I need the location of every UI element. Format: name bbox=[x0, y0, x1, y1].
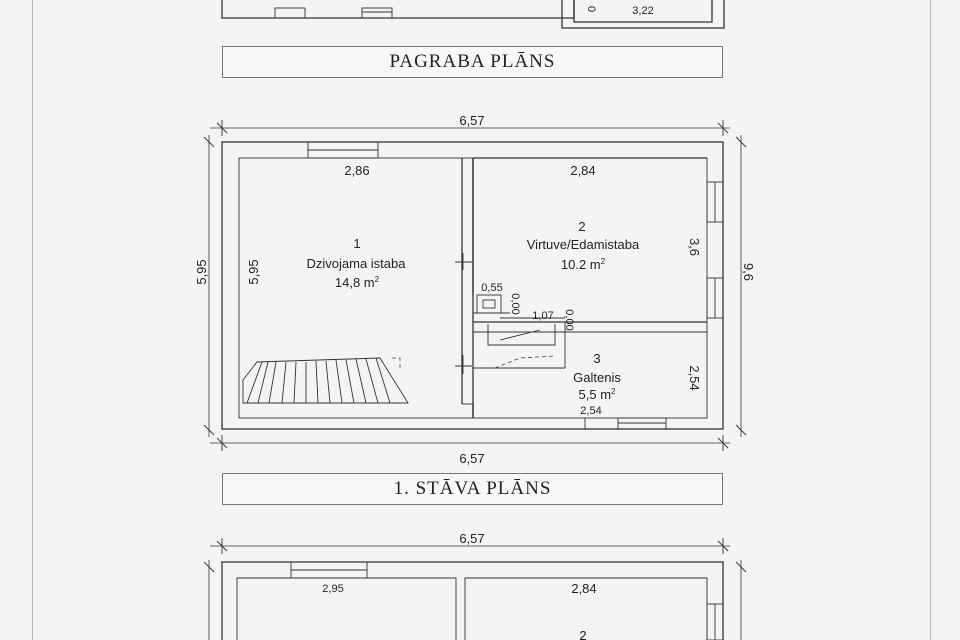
floor2-plan bbox=[204, 531, 746, 640]
room1-width: 2,86 bbox=[344, 163, 370, 178]
dim-right-label: 9,6 bbox=[741, 262, 756, 282]
room3-height: 2,54 bbox=[687, 365, 702, 391]
floor2-room-right-number: 2 bbox=[579, 628, 587, 640]
hall-stairs bbox=[488, 318, 565, 368]
room3-number: 3 bbox=[593, 351, 601, 366]
room3-width: 2,54 bbox=[580, 405, 602, 417]
stair-width: 1,07 bbox=[532, 310, 554, 322]
floor2-room-right-width: 2,84 bbox=[571, 581, 597, 596]
basement-dim-partial: 0 bbox=[585, 6, 597, 13]
dim-left-label: 5,95 bbox=[194, 259, 209, 285]
stair-height: 0,00 bbox=[563, 309, 575, 331]
stove bbox=[477, 295, 501, 313]
room3-name: Galtenis bbox=[573, 370, 621, 385]
room2-area: 10.2 $m^2$ bbox=[560, 257, 606, 272]
floor2-room-left-width: 2,95 bbox=[322, 583, 344, 595]
stove-width: 0,55 bbox=[481, 282, 503, 294]
room2-number: 2 bbox=[578, 219, 586, 234]
floor1-plan bbox=[194, 113, 756, 466]
basement-window-2 bbox=[362, 8, 392, 18]
floor1-plan-title: 1. STĀVA PLĀNS bbox=[222, 473, 723, 505]
room3-area: 5,5 $m^2$ bbox=[578, 387, 616, 402]
basement-plan-title: PAGRABA PLĀNS bbox=[222, 46, 723, 78]
dim-top-label: 6,57 bbox=[459, 113, 485, 128]
basement-window-1 bbox=[275, 8, 305, 18]
floor2-dim-top-label: 6,57 bbox=[459, 531, 485, 546]
room1-name: Dzivojama istaba bbox=[306, 256, 406, 271]
stove-height: 0,00 bbox=[509, 293, 521, 315]
room1-area: 14,8 $m^2$ bbox=[334, 275, 380, 290]
basement-dim-bottom: 3,22 bbox=[632, 5, 654, 17]
room2-height: 3,6 bbox=[687, 237, 702, 257]
room1-height: 5,95 bbox=[246, 259, 261, 285]
dim-bottom-label: 6,57 bbox=[459, 451, 485, 466]
window-room3 bbox=[618, 418, 666, 429]
basement-plan bbox=[222, 0, 724, 28]
room1-number: 1 bbox=[353, 236, 361, 251]
room2-name: Virtuve/Edamistaba bbox=[526, 237, 640, 252]
stairs-room1 bbox=[243, 358, 408, 403]
room2-width: 2,84 bbox=[570, 163, 596, 178]
